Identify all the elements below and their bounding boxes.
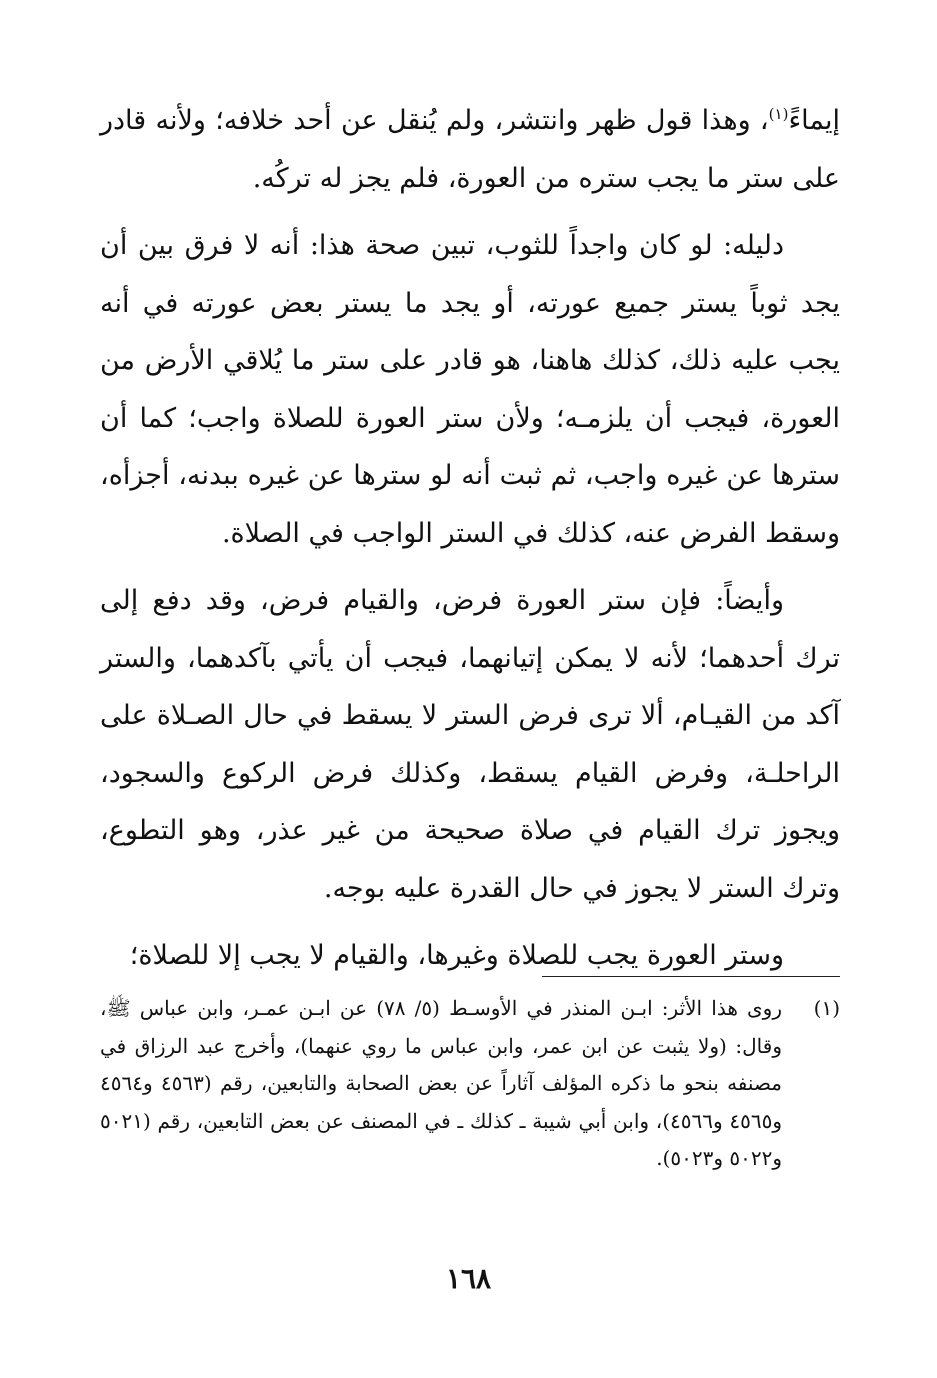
paragraph-3: وأيضاً: فإن ستر العورة فرض، والقيام فرض، وقد دفع إلى ترك أحدهما؛ لأنه لا يمكن إتيانهما، فيجب أن يأتي بآكدهما، والستر آكد من القيـام، ألا ترى فرض الستر لا يسقط في حال الصـلاة على الراحلـة، وفرض القيام يسقط، وكذلك فرض الركوع والسجود، ويجوز ترك القيام في صلاة صحيحة من غير عذر، وهو التطوع، وترك الستر لا يجوز في حال القدرة عليه بوجه. (100, 585, 840, 904)
footnote-text: روى هذا الأثر: ابـن المنذر في الأوسـط (٥/ ٧٨) عن ابـن عمـر، وابن عباس ﷺ، وقال: (ولا يثبت عن ابن عمر، وابن عباس ما روي عنهما)، وأخرج عبد الرزاق في مصنفه بنحو ما ذكره المؤلف آثاراً عن بعض الصحابة والتابعين، رقم (٤٥٦٣ و٤٥٦٤ و٤٥٦٥ و٤٥٦٦)، وابن أبي شيبة ـ كذلك ـ في المصنف عن بعض التابعين، رقم (٥٠٢١ و٥٠٢٢ و٥٠٢٣). (100, 996, 783, 1170)
footnote-number: (١) (813, 996, 840, 1020)
paragraph-4: وستر العورة يجب للصلاة وغيرها، والقيام لا يجب إلا للصلاة؛ (129, 940, 784, 971)
paragraph-1 (100, 92, 840, 207)
footnote-separator (542, 976, 840, 977)
footnote-1 (100, 990, 840, 1178)
paragraph-1-start: إيماءً (788, 105, 840, 136)
main-text-block (100, 92, 840, 985)
footnote-reference[interactable]: (١) (768, 105, 789, 123)
page-number: ١٦٨ (445, 1262, 492, 1295)
paragraph-2: دليله: لو كان واجداً للثوب، تبين صحة هذا: أنه لا فرق بين أن يجد ثوباً يستر جميع عورته، أو يجد ما يستر بعض عورته في أنه يجب عليه ذلك، كذلك هاهنا، هو قادر على ستر ما يُلاقي الأرض من العورة، فيجب أن يلزمـه؛ ولأن ستر العورة للصلاة واجب؛ كما أن سترها عن غيره واجب، ثم ثبت أنه لو سترها عن غيره ببدنه، أجزأه، وسقط الفرض عنه، كذلك في الستر الواجب في الصلاة. (100, 230, 840, 549)
paragraph-1-rest: ، وهذا قول ظهر وانتشر، ولم يُنقل عن أحد خلافه؛ ولأنه قادر على ستر ما يجب ستره من العورة، فلم يجز له تركُه. (100, 105, 840, 194)
footnotes-block (100, 990, 840, 1178)
